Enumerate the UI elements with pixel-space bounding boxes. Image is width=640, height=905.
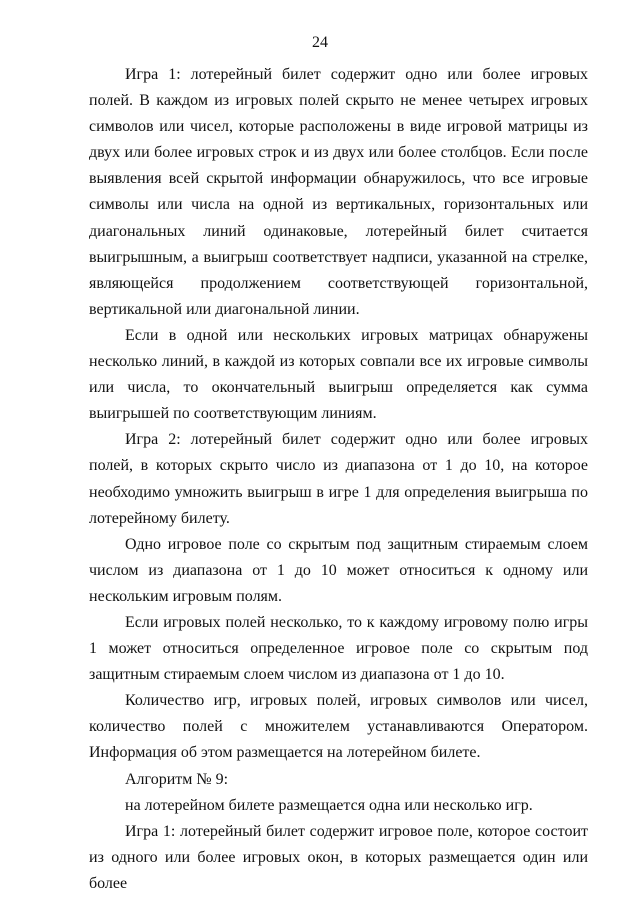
paragraph-game-1-description: Игра 1: лотерейный билет содержит одно или более игровых полей. В каждом из игровых полей скрыто не менее четырех игровых символов или чисел, которые расположены в виде игровой матрицы из двух или более игровых строк и из двух или более столбцов. Если после выявления всей скрытой информации обнаружилось, что все игровые символы или числа на одной из вертикальных, горизонтальных или диагональных линий одинаковые, лотерейный билет считается выигрышным, а выигрыш соответствует надписи, указанной на стрелке, являющейся продолжением соответствующей горизонтальной, вертикальной или диагональной линии. (89, 66, 588, 318)
paragraph-algorithm-game-1: Игра 1: лотерейный билет содержит игровое поле, которое состоит из одного или более игровых окон, в которых размещается один или более (89, 822, 588, 892)
paragraph-algorithm-games: на лотерейном билете размещается одна или несколько игр. (125, 796, 533, 814)
paragraph-multiple-fields: Если игровых полей несколько, то к каждому игровому полю игры 1 может относиться определенное игровое поле со скрытым под защитным стираемым слоем числом из диапазона от 1 до 10. (89, 613, 588, 684)
document-body (89, 62, 588, 897)
page-number: 24 (312, 34, 328, 51)
algorithm-heading: Алгоритм № 9: (125, 770, 229, 788)
paragraph-multiple-lines: Если в одной или нескольких игровых матрицах обнаружены несколько линий, в каждой из которых совпали все их игровые символы или числа, то окончательный выигрыш определяется как сумма выигрышей по соответствующим линиям. (89, 326, 588, 423)
paragraph-quantity-info: Количество игр, игровых полей, игровых символов или чисел, количество полей с множителем устанавливаются Оператором. Информация об этом размещается на лотерейном билете. (89, 692, 588, 762)
paragraph-multiplier-field: Одно игровое поле со скрытым под защитным стираемым слоем числом из диапазона от 1 до 10 может относиться к одному или нескольким игровым полям. (89, 535, 588, 605)
paragraph-game-2-description: Игра 2: лотерейный билет содержит одно или более игровых полей, в которых скрыто число из диапазона от 1 до 10, на которое необходимо умножить выигрыш в игре 1 для определения выигрыша по лотерейному билету. (89, 431, 588, 527)
